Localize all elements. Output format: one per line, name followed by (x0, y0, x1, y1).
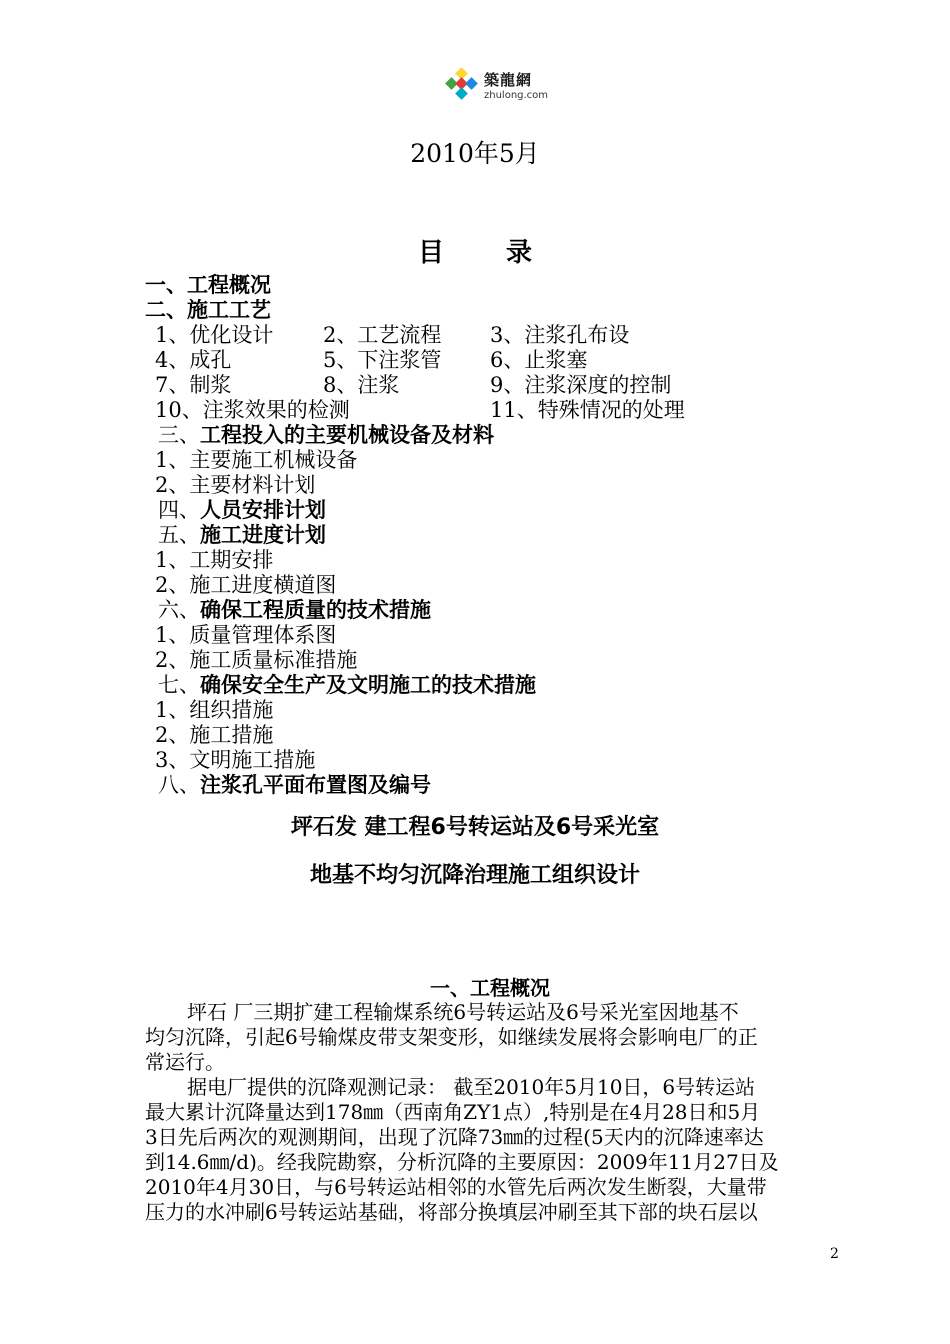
toc-section-3: 三、工程投入的主要机械设备及材料 (158, 423, 494, 447)
toc-item: 1、质量管理体系图 (155, 623, 337, 647)
toc-item: 8、注浆 (323, 373, 400, 397)
toc-item: 2、工艺流程 (323, 323, 442, 347)
toc-item: 1、组织措施 (155, 698, 274, 722)
toc-item: 3、文明施工措施 (155, 748, 316, 772)
zhulong-logo (444, 66, 554, 106)
document-date: 2010年5月 (410, 139, 540, 168)
body-line: 常运行。 (145, 1050, 225, 1074)
toc-item: 1、工期安排 (155, 548, 274, 572)
toc-section-5: 五、施工进度计划 (158, 523, 326, 547)
toc-item: 1、主要施工机械设备 (155, 448, 358, 472)
body-line: 均匀沉降，引起6号输煤皮带支架变形，如继续发展将会影响电厂的正 (145, 1025, 758, 1049)
body-line: 2010年4月30日，与6号转运站相邻的水管先后两次发生断裂，大量带 (145, 1175, 767, 1199)
toc-section-6: 六、确保工程质量的技术措施 (158, 598, 431, 622)
document-title-line-2: 地基不均匀沉降治理施工组织设计 (309, 863, 640, 888)
toc-item: 6、止浆塞 (490, 348, 588, 372)
document-title-line-1: 坪石发 建工程6号转运站及6号采光室 (290, 815, 660, 840)
toc-item: 1、优化设计 (155, 323, 274, 347)
body-line: 到14.6㎜/d)。经我院勘察，分析沉降的主要原因：2009年11月27日及 (145, 1150, 779, 1174)
body-line: 3日先后两次的观测期间，出现了沉降73㎜的过程(5天内的沉降速率达 (145, 1125, 764, 1149)
toc-item: 7、制浆 (155, 373, 232, 397)
toc-item: 9、注浆深度的控制 (490, 373, 672, 397)
toc-title-char-2: 录 (506, 238, 533, 268)
body-line: 最大累计沉降量达到178㎜（西南角ZY1点）,特别是在4月28日和5月 (145, 1100, 761, 1124)
toc-section-2: 二、施工工艺 (145, 298, 271, 322)
toc-item: 4、成孔 (155, 348, 232, 372)
toc-item: 3、注浆孔布设 (490, 323, 630, 347)
toc-item: 10、注浆效果的检测 (155, 398, 350, 422)
toc-item: 2、施工措施 (155, 723, 274, 747)
logo-domain: zhulong.com (484, 90, 549, 101)
toc-item: 2、施工质量标准措施 (155, 648, 358, 672)
toc-title-char-1: 目 (417, 238, 444, 268)
section-1-heading: 一、工程概况 (430, 976, 550, 1000)
toc-item: 11、特殊情况的处理 (490, 398, 685, 422)
toc-section-7: 七、确保安全生产及文明施工的技术措施 (158, 673, 536, 697)
toc-item: 2、主要材料计划 (155, 473, 316, 497)
body-line: 压力的水冲刷6号转运站基础，将部分换填层冲刷至其下部的块石层以 (145, 1200, 758, 1224)
logo-mark-icon (444, 68, 480, 104)
toc-title (0, 232, 950, 269)
toc-section-8: 八、注浆孔平面布置图及编号 (158, 773, 431, 797)
toc-section-1: 一、工程概况 (145, 273, 271, 297)
page-number: 2 (830, 1246, 839, 1262)
toc-section-4: 四、人员安排计划 (158, 498, 326, 522)
toc-item: 5、下注浆管 (323, 348, 442, 372)
body-line: 坪石 厂三期扩建工程输煤系统6号转运站及6号采光室因地基不 (187, 1000, 739, 1024)
logo-name: 築龍網 (484, 71, 533, 89)
toc-item: 2、施工进度横道图 (155, 573, 337, 597)
body-line: 据电厂提供的沉降观测记录： 截至2010年5月10日，6号转运站 (187, 1075, 756, 1099)
